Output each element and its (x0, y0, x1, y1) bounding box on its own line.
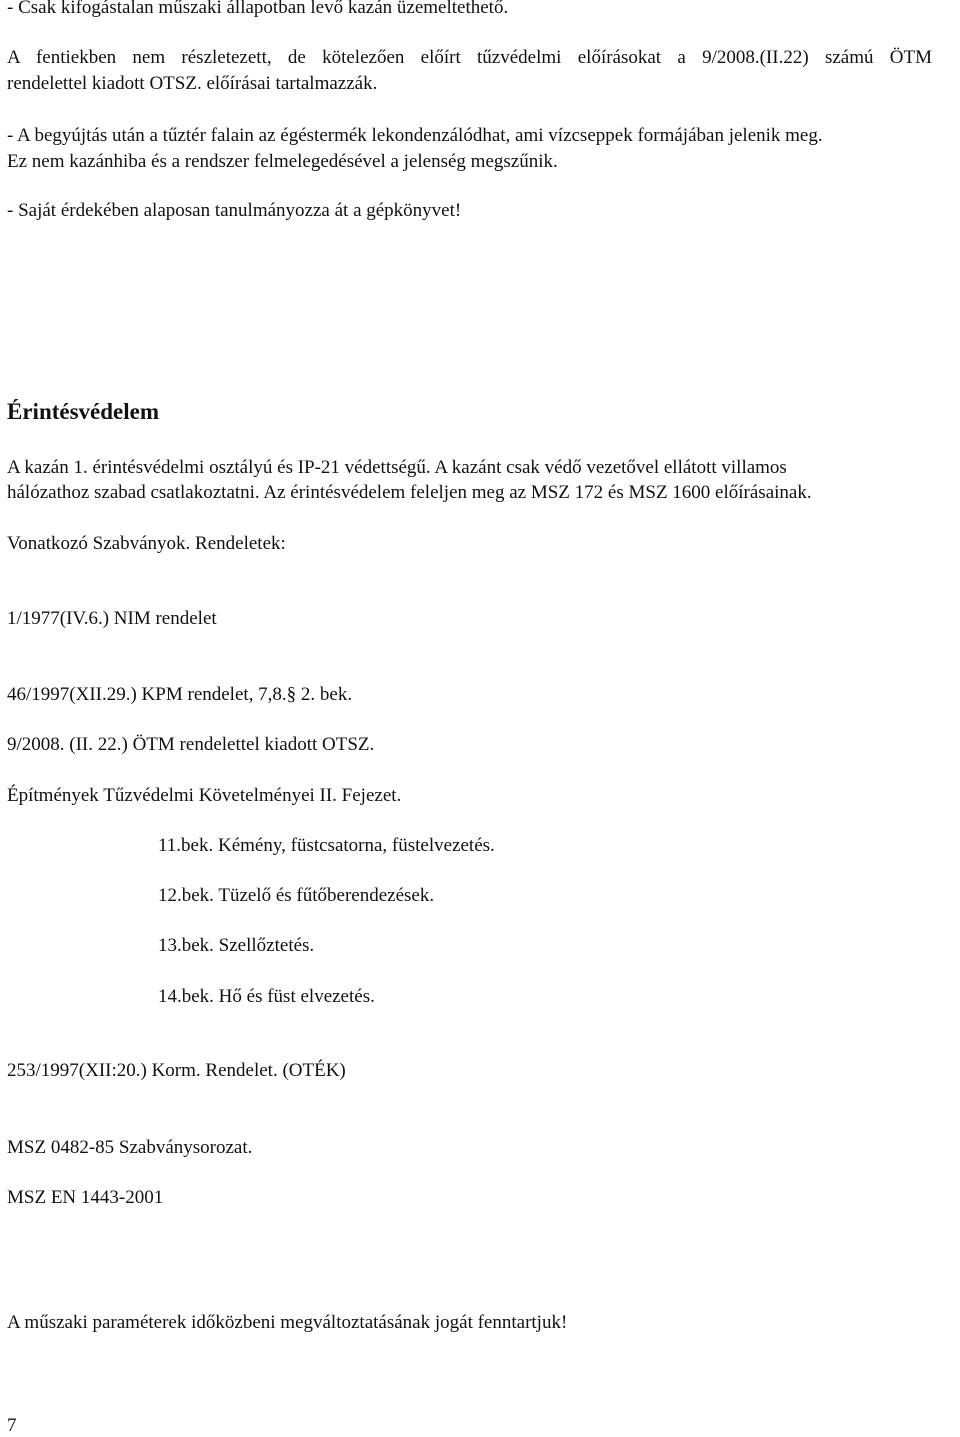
line-read-manual: - Saját érdekében alaposan tanulmányozza át a gépkönyvet! (7, 200, 462, 221)
line-protection-2: hálózathoz szabad csatlakoztatni. Az érintésvédelem feleljen meg az MSZ 172 és MSZ 1600 előírásainak. (7, 482, 812, 503)
line-regulation-2: 46/1997(XII.29.) KPM rendelet, 7,8.§ 2. bek. (7, 684, 353, 705)
line-standard-msz-en: MSZ EN 1443-2001 (7, 1187, 164, 1208)
line-regulation-4: Építmények Tűzvédelmi Követelményei II. Fejezet. (7, 785, 402, 806)
line-standards-title: Vonatkozó Szabványok. Rendeletek: (7, 533, 286, 554)
line-condensation-2: Ez nem kazánhiba és a rendszer felmelegedésével a jelenség megszűnik. (7, 151, 558, 172)
line-paragraph-11: 11.bek. Kémény, füstcsatorna, füstelvezetés. (158, 835, 495, 856)
line-regulation-1: 1/1977(IV.6.) NIM rendelet (7, 608, 217, 629)
section-heading: Érintésvédelem (7, 399, 160, 424)
line-operating-condition: - Csak kifogástalan műszaki állapotban levő kazán üzemeltethető. (7, 0, 509, 18)
line-fire-safety-2: rendelettel kiadott OTSZ. előírásai tartalmazzák. (7, 73, 378, 94)
line-paragraph-14: 14.bek. Hő és füst elvezetés. (158, 986, 375, 1007)
line-rights-reserved: A műszaki paraméterek időközbeni megváltoztatásának jogát fenntartjuk! (7, 1312, 568, 1333)
page-number: 7 (7, 1415, 17, 1436)
line-paragraph-12: 12.bek. Tüzelő és fűtőberendezések. (158, 885, 435, 906)
line-fire-safety-1: A fentiekben nem részletezett, de kötelezően előírt tűzvédelmi előírásokat a 9/2008.(II.22) számú ÖTM (7, 47, 932, 68)
line-paragraph-13: 13.bek. Szellőztetés. (158, 935, 315, 956)
line-regulation-3: 9/2008. (II. 22.) ÖTM rendelettel kiadott OTSZ. (7, 734, 375, 755)
line-standard-msz: MSZ 0482-85 Szabványsorozat. (7, 1137, 253, 1158)
line-condensation-1: - A begyújtás után a tűztér falain az égéstermék lekondenzálódhat, ami vízcseppek formájában jelenik meg. (7, 125, 823, 146)
line-regulation-5: 253/1997(XII:20.) Korm. Rendelet. (OTÉK) (7, 1060, 346, 1081)
line-protection-1: A kazán 1. érintésvédelmi osztályú és IP-21 védettségű. A kazánt csak védő vezetővel ellátott villamos (7, 457, 787, 478)
